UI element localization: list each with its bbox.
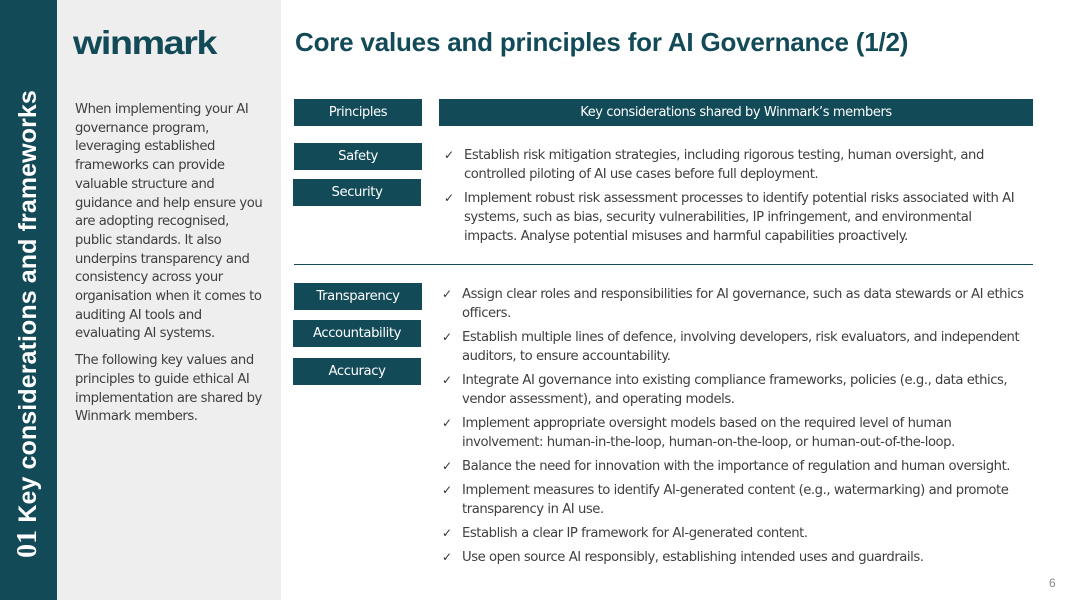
group-divider bbox=[294, 264, 1033, 265]
section-side-band bbox=[0, 0, 57, 600]
considerations-list-b bbox=[442, 285, 1034, 572]
list-item: ✓ Implement measures to identify AI-generated content (e.g., watermarking) and promote transparency in AI use. bbox=[442, 483, 1009, 517]
page-number: 6 bbox=[1049, 576, 1056, 590]
list-item: ✓ Implement appropriate oversight models based on the required level of human involvement: human-in-the-loop, human-on-the-loop, or human-out-of-the-loop. bbox=[442, 416, 955, 450]
checkmark-icon: ✓ bbox=[442, 416, 452, 430]
principle-security: Security bbox=[293, 179, 421, 206]
list-item: ✓ Establish a clear IP framework for AI-generated content. bbox=[442, 526, 808, 541]
section-title: Key considerations and frameworks bbox=[14, 90, 42, 523]
intro-paragraph: The following key values and principles to guide ethical AI implementation are shared by Winmark members. bbox=[75, 353, 262, 425]
principle-accountability: Accountability bbox=[293, 320, 421, 347]
principle-safety: Safety bbox=[294, 143, 422, 170]
principle-transparency: Transparency bbox=[294, 283, 422, 310]
checkmark-icon: ✓ bbox=[442, 526, 452, 540]
checkmark-icon: ✓ bbox=[442, 550, 452, 564]
section-number: 01 bbox=[12, 529, 43, 558]
list-item: ✓ Establish multiple lines of defence, involving developers, risk evaluators, and independent auditors, to ensure accountability. bbox=[442, 330, 1020, 364]
checkmark-icon: ✓ bbox=[442, 459, 452, 473]
intro-text bbox=[75, 101, 265, 435]
considerations-header: Key considerations shared by Winmark’s members bbox=[439, 99, 1033, 126]
checkmark-icon: ✓ bbox=[444, 191, 454, 205]
winmark-logo: winmark bbox=[73, 24, 217, 61]
considerations-list-a bbox=[444, 146, 1024, 251]
page-title: Core values and principles for AI Governance (1/2) bbox=[295, 27, 909, 57]
checkmark-icon: ✓ bbox=[442, 483, 452, 497]
list-item: ✓ Implement robust risk assessment processes to identify potential risks associated with AI systems, such as bias, security vulnerabilities, IP infringement, and environmental impacts. Analyse potential misuses and harmful capabilities proactively. bbox=[444, 191, 1015, 244]
intro-paragraph: When implementing your AI governance program, leveraging established frameworks can provide valuable structure and guidance and help ensure you are adopting recognised, public standards. It also underpins transparency and consistency across your organisation when it comes to auditing AI tools and evaluating AI systems. bbox=[75, 102, 263, 342]
list-item: ✓ Establish risk mitigation strategies, including rigorous testing, human oversight, and controlled piloting of AI use cases before full deployment. bbox=[444, 148, 984, 182]
section-label bbox=[12, 90, 44, 558]
principles-header: Principles bbox=[294, 99, 422, 126]
checkmark-icon: ✓ bbox=[442, 330, 452, 344]
list-item: ✓ Use open source AI responsibly, establishing intended uses and guardrails. bbox=[442, 550, 924, 565]
checkmark-icon: ✓ bbox=[444, 148, 454, 162]
checkmark-icon: ✓ bbox=[442, 287, 452, 301]
list-item: ✓ Balance the need for innovation with the importance of regulation and human oversight. bbox=[442, 459, 1011, 474]
checkmark-icon: ✓ bbox=[442, 373, 452, 387]
list-item: ✓ Integrate AI governance into existing compliance frameworks, policies (e.g., data ethics, vendor assessment), and operating models. bbox=[442, 373, 1008, 407]
principle-accuracy: Accuracy bbox=[293, 358, 421, 385]
list-item: ✓ Assign clear roles and responsibilities for AI governance, such as data stewards or AI ethics officers. bbox=[442, 287, 1024, 321]
